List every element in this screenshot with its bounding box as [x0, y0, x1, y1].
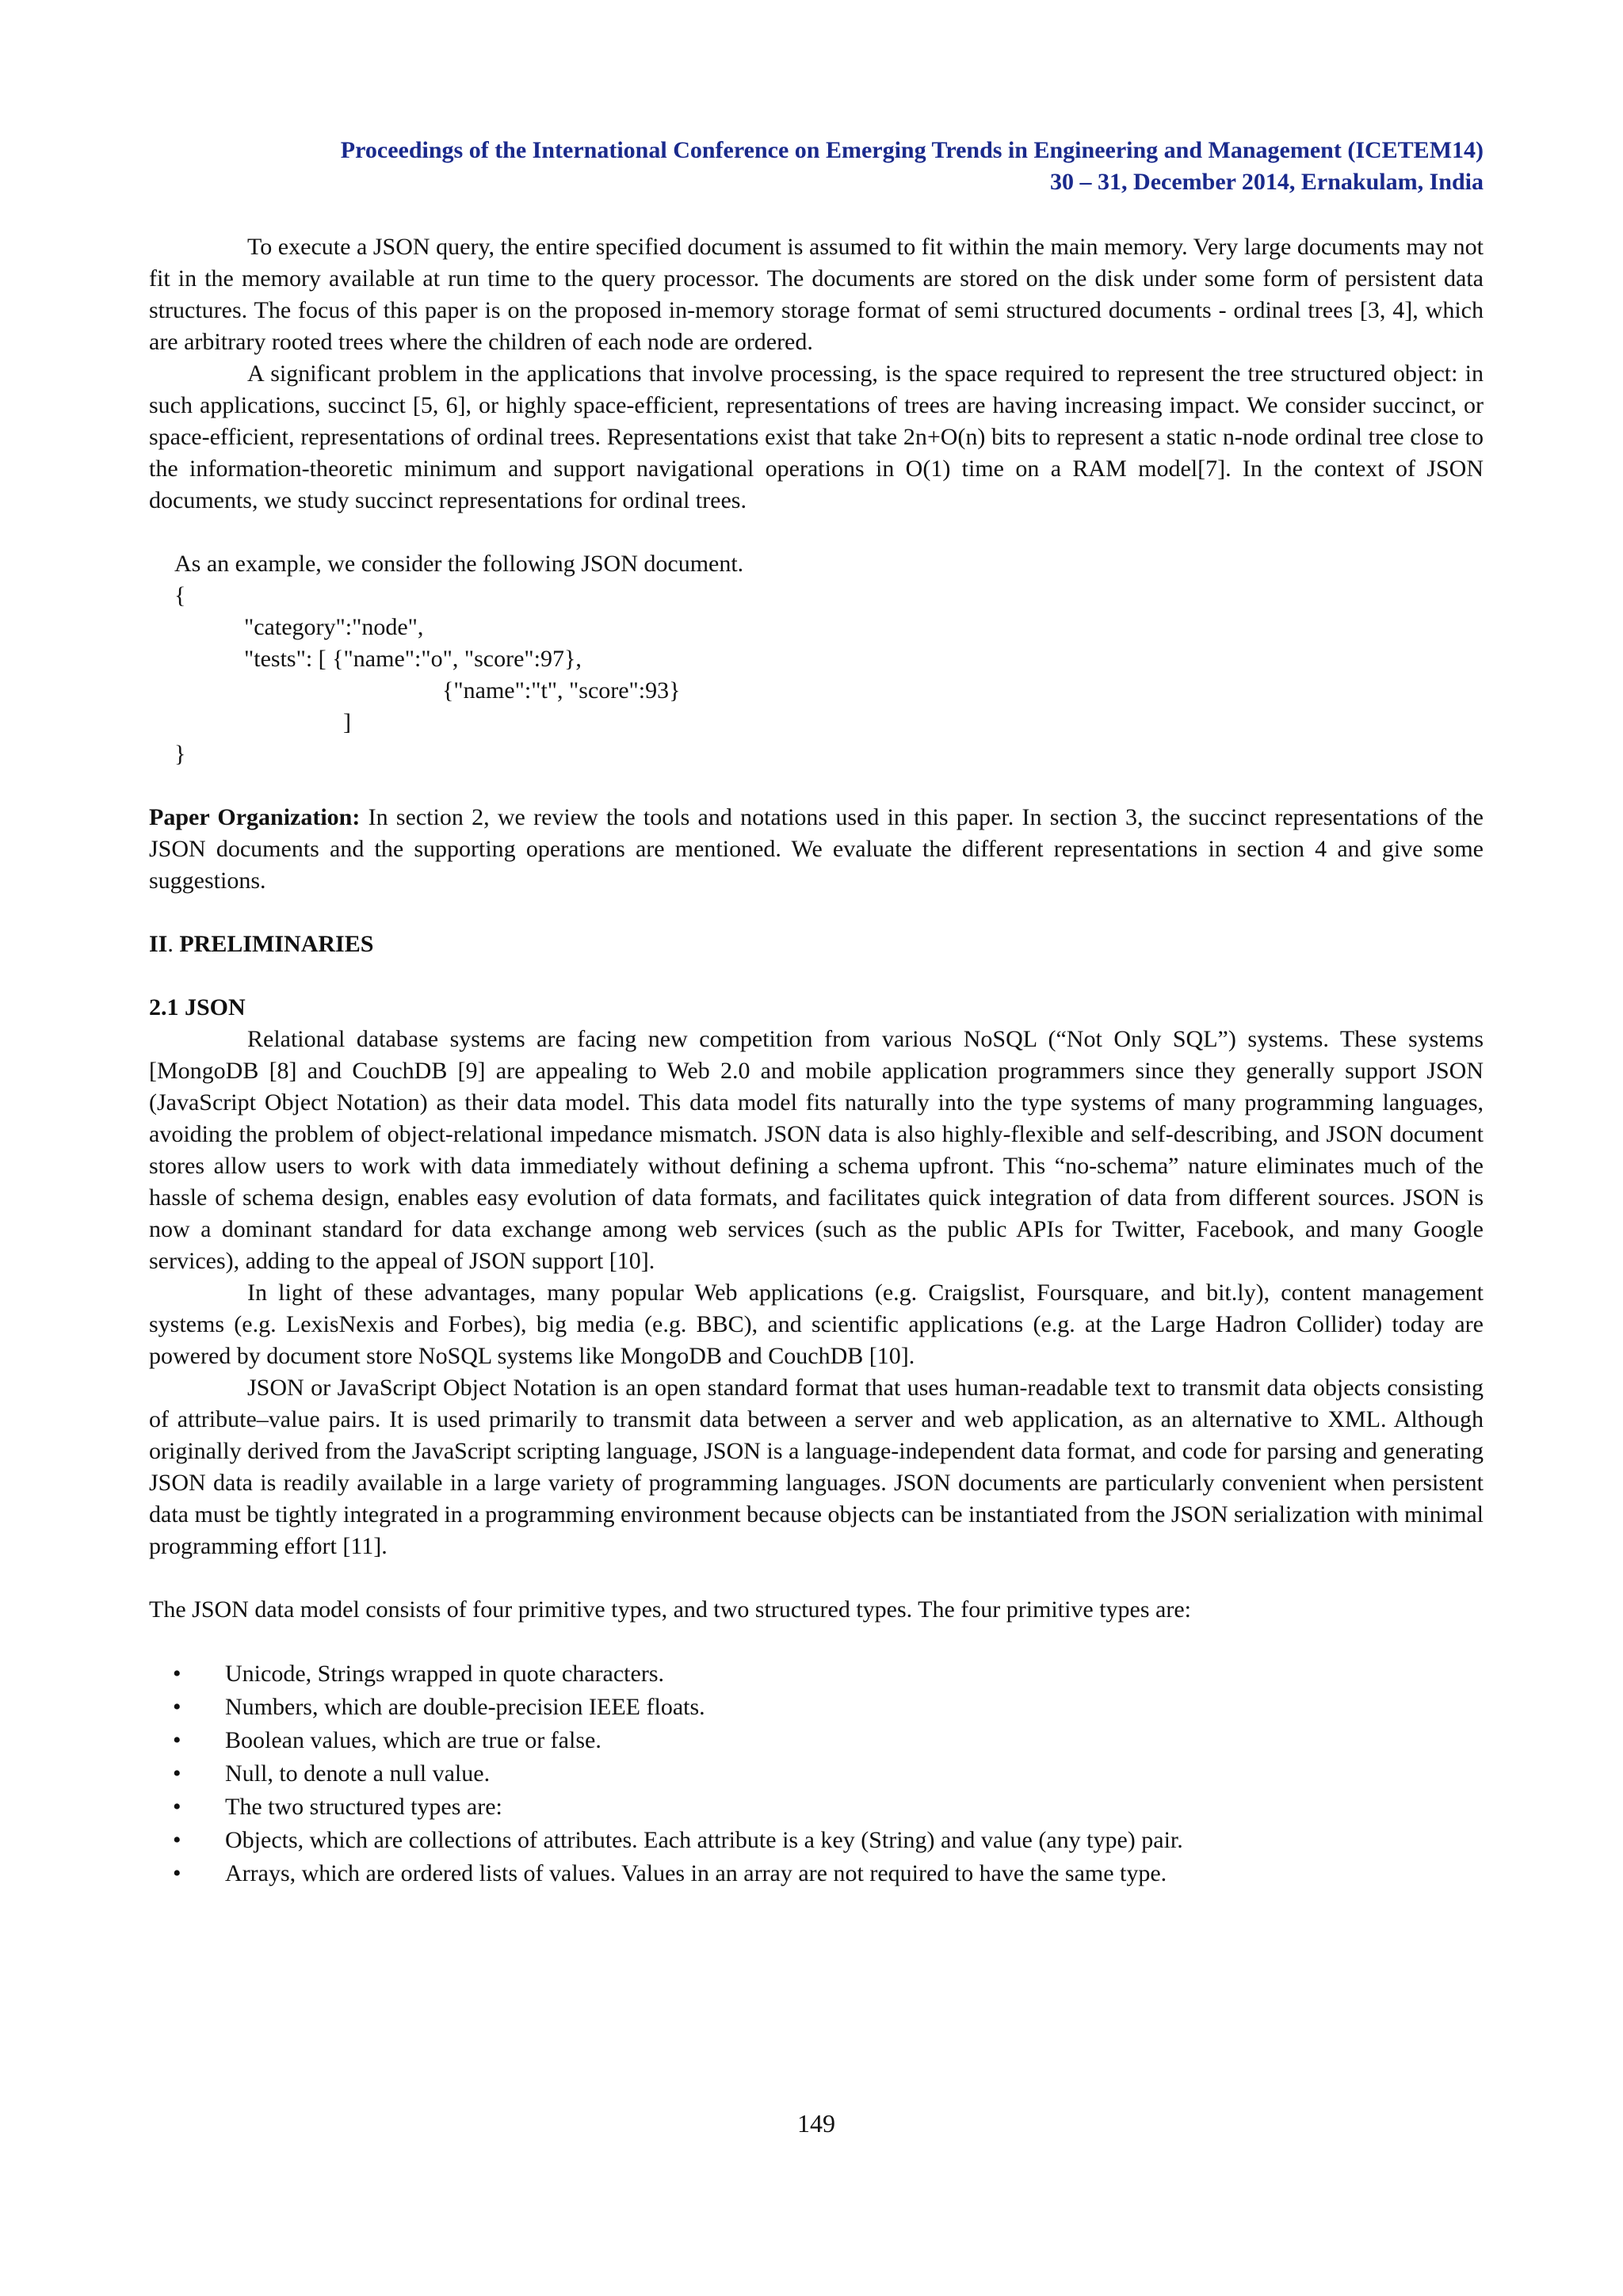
section-heading-preliminaries: II. PRELIMINARIES	[149, 931, 374, 957]
running-header	[149, 135, 1484, 198]
code-line: }	[174, 741, 186, 767]
list-item: • Boolean values, which are true or false.	[173, 1727, 601, 1753]
json-types-list	[149, 1657, 1484, 1890]
list-item: • Numbers, which are double-precision IEEE floats.	[173, 1694, 705, 1720]
code-line: "tests": [ {"name":"o", "score":97},	[244, 646, 582, 672]
paper-organization-label: Paper Organization:	[149, 804, 361, 830]
page-number: 149	[797, 2109, 835, 2138]
example-lead: As an example, we consider the following JSON document.	[174, 551, 744, 577]
json-data-model-paragraph: The JSON data model consists of four primitive types, and two structured types. The four primitive types are:	[149, 1596, 1192, 1623]
json-example	[149, 548, 1484, 770]
intro-paragraph-1: To execute a JSON query, the entire specified document is assumed to fit within the main memory. Very large documents may not fit in the memory available at run time to the query processor. The documents are stored on the disk under some form of persistent data structures. The focus of this paper is on the proposed in-memory storage format of semi structured documents - ordinal trees [3, 4], which are arbitrary rooted trees where the children of each node are ordered.	[149, 234, 1484, 355]
intro-paragraph-2: A significant problem in the applications that involve processing, is the space required to represent the tree structured object: in such applications, succinct [5, 6], or highly space-efficient, representations of trees are having increasing impact. We consider succinct, or space-efficient, representations of ordinal trees. Representations exist that take 2n+O(n) bits to represent a static n-node ordinal tree close to the information-theoretic minimum and support navigational operations in O(1) time on a RAM model[7]. In the context of JSON documents, we study succinct representations for ordinal trees.	[149, 360, 1484, 513]
list-item: • Arrays, which are ordered lists of values. Values in an array are not required to have the same type.	[173, 1860, 1167, 1886]
code-line: {	[174, 582, 186, 608]
header-conference-title: Proceedings of the International Conference on Emerging Trends in Engineering and Management (ICETEM14)	[340, 137, 1484, 163]
paper-organization-paragraph	[149, 802, 1484, 897]
body-text	[149, 231, 1484, 1890]
json-paragraph-2: In light of these advantages, many popular Web applications (e.g. Craigslist, Foursquare, and bit.ly), content management systems (e.g. LexisNexis and Forbes), big media (e.g. BBC), and scientific applications (e.g. at the Large Hadron Collider) today are powered by document store NoSQL systems like MongoDB and CouchDB [10].	[149, 1280, 1484, 1369]
json-paragraph-1: Relational database systems are facing new competition from various NoSQL (“Not Only SQL”) systems. These systems [MongoDB [8] and CouchDB [9] are appealing to Web 2.0 and mobile application programmers since they generally support JSON (JavaScript Object Notation) as their data model. This data model fits naturally into the type systems of many programming languages, avoiding the problem of object-relational impedance mismatch. JSON data is also highly-flexible and self-describing, and JSON document stores allow users to work with data immediately without defining a schema upfront. This “no-schema” nature eliminates much of the hassle of schema design, enables easy evolution of data formats, and facilitates quick integration of data from different sources. JSON is now a dominant standard for data exchange among web services (such as the public APIs for Twitter, Facebook, and many Google services), adding to the appeal of JSON support [10].	[149, 1026, 1484, 1274]
paper-organization-text: In section 2, we review the tools and notations used in this paper. In section 3, the succinct representations of the JSON documents and the supporting operations are mentioned. We evaluate the different representations in section 4 and give some suggestions.	[149, 804, 1484, 894]
list-item: • Null, to denote a null value.	[173, 1760, 491, 1787]
code-line: ]	[343, 709, 351, 735]
subsection-heading-json: 2.1 JSON	[149, 994, 246, 1020]
list-item: • The two structured types are:	[173, 1794, 502, 1820]
list-item: • Objects, which are collections of attributes. Each attribute is a key (String) and value (any type) pair.	[173, 1827, 1183, 1853]
code-line: "category":"node",	[244, 614, 424, 640]
code-line: {"name":"t", "score":93}	[442, 677, 681, 704]
list-item: • Unicode, Strings wrapped in quote characters.	[173, 1661, 664, 1687]
json-paragraph-3: JSON or JavaScript Object Notation is an open standard format that uses human-readable text to transmit data objects consisting of attribute–value pairs. It is used primarily to transmit data between a server and web application, as an alternative to XML. Although originally derived from the JavaScript scripting language, JSON is a language-independent data format, and code for parsing and generating JSON data is readily available in a large variety of programming languages. JSON documents are particularly convenient when persistent data must be tightly integrated in a programming environment because objects can be instantiated from the JSON serialization with minimal programming effort [11].	[149, 1375, 1484, 1559]
header-date-location: 30 – 31, December 2014, Ernakulam, India	[1050, 169, 1484, 195]
